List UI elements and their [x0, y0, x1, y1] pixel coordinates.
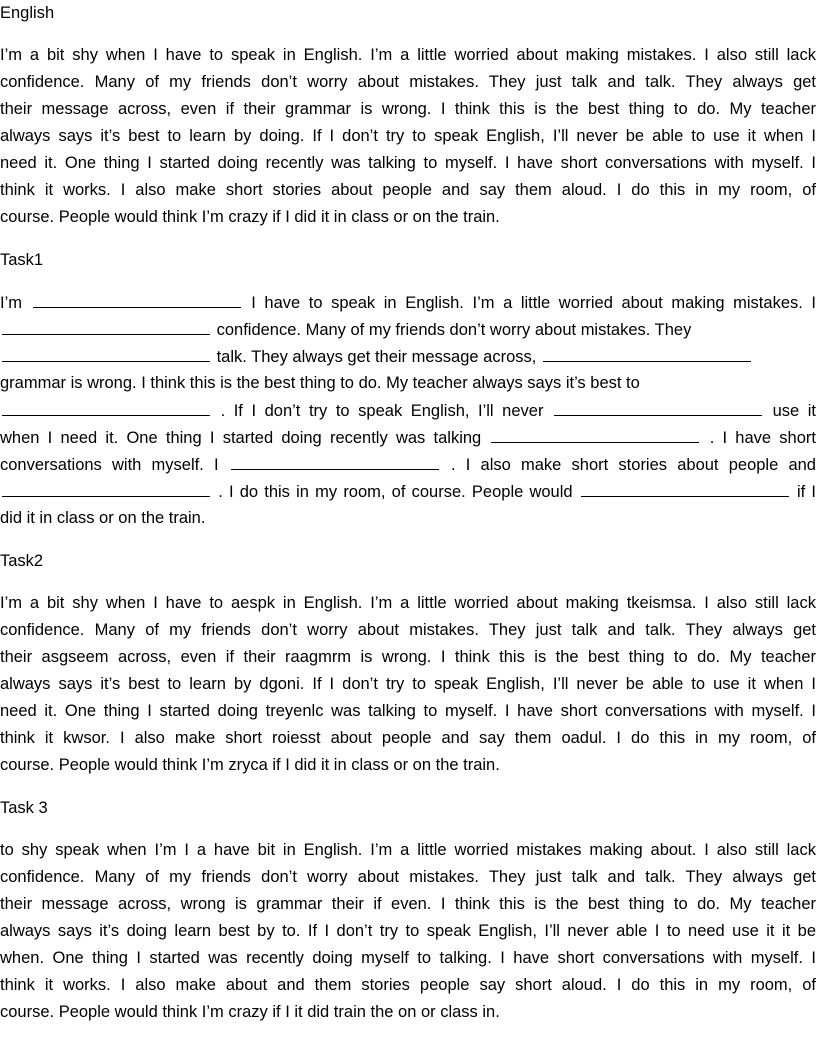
- task3-line: course. People would think I’m crazy if I it did train the on or class in.: [0, 1003, 500, 1021]
- heading-english: English: [0, 4, 55, 22]
- task1-text: . I do this in my room, of course. People would: [218, 483, 573, 501]
- task1-text: talk. They always get their message across,: [216, 348, 537, 366]
- paragraph-line: think it works. I also make short stories about people and say them aloud. I do this in my room, of: [0, 181, 816, 199]
- task1-paragraph: [0, 289, 816, 532]
- paragraph-line: course. People would think I’m crazy if I did it in class or on the train.: [0, 208, 500, 226]
- task2-line: think it kwsor. I also make short roiesst about people and say them oadul. I do this in my room, of: [0, 729, 816, 747]
- task1-text: confidence. Many of my friends don’t worry about mistakes. They: [216, 321, 692, 339]
- task1-line: [0, 478, 816, 505]
- fill-in-blank[interactable]: [491, 424, 699, 443]
- task2-paragraph: [0, 590, 816, 779]
- task1-text: if I: [796, 483, 816, 501]
- task1-text: use it: [772, 402, 816, 420]
- task3-line: always says it’s doing learn best by to. If I don’t try to speak English, I’ll never able I to need use it it be: [0, 922, 816, 940]
- task1-line: [0, 451, 816, 478]
- task2-line: need it. One thing I started doing treyenlc was talking to myself. I have short conversations with myself. I: [0, 702, 816, 720]
- task1-text: conversations with myself. I: [0, 456, 219, 474]
- fill-in-blank[interactable]: [2, 478, 210, 497]
- task1-text: . I also make short stories about people and: [450, 456, 816, 474]
- fill-in-blank[interactable]: [33, 289, 241, 308]
- task3-line: confidence. Many of my friends don’t worry about mistakes. They just talk and talk. They always get: [0, 868, 816, 886]
- task2-line: confidence. Many of my friends don’t worry about mistakes. They just talk and talk. They always get: [0, 621, 816, 639]
- paragraph-line: confidence. Many of my friends don’t worry about mistakes. They just talk and talk. They always get: [0, 73, 816, 91]
- task1-line: [0, 397, 816, 424]
- heading-task3: Task 3: [0, 799, 48, 817]
- task1-text: I have to speak in English. I’m a little worried about making mistakes. I: [251, 294, 816, 312]
- paragraph-line: I’m a bit shy when I have to speak in English. I’m a little worried about making mistakes. I also still lack: [0, 46, 816, 64]
- fill-in-blank[interactable]: [581, 478, 789, 497]
- task1-line: [0, 370, 816, 397]
- task2-line: always says it’s best to learn by dgoni. If I don’t try to speak English, I’ll never be able to use it when I: [0, 675, 816, 693]
- fill-in-blank[interactable]: [2, 397, 210, 416]
- paragraph-line: their message across, even if their grammar is wrong. I think this is the best thing to do. My teacher: [0, 100, 816, 118]
- heading-task1: Task1: [0, 251, 44, 269]
- fill-in-blank[interactable]: [554, 397, 762, 416]
- task3-line: their message across, wrong is grammar their if even. I think this is the best thing to do. My teacher: [0, 895, 816, 913]
- task1-text: grammar is wrong. I think this is the best thing to do. My teacher always says it’s best to: [0, 374, 640, 392]
- task1-line: [0, 424, 816, 451]
- task2-line: course. People would think I’m zryca if I did it in class or on the train.: [0, 756, 500, 774]
- paragraph-line: always says it’s best to learn by doing. If I don’t try to speak English, I’ll never be able to use it when I: [0, 127, 816, 145]
- fill-in-blank[interactable]: [231, 451, 439, 470]
- task1-text: . I have short: [709, 429, 816, 447]
- task2-line: their asgseem across, even if their raagmrm is wrong. I think this is the best thing to do. My teacher: [0, 648, 816, 666]
- task1-line: [0, 289, 816, 316]
- task3-paragraph: [0, 837, 816, 1026]
- task1-line: [0, 505, 816, 532]
- task2-line: I’m a bit shy when I have to aespk in English. I’m a little worried about making tkeismsa. I also still lack: [0, 594, 816, 612]
- original-paragraph: [0, 42, 816, 231]
- task1-text: did it in class or on the train.: [0, 509, 206, 527]
- task3-line: to shy speak when I’m I a have bit in English. I’m a little worried mistakes making about. I also still lack: [0, 841, 816, 859]
- task1-text: when I need it. One thing I started doing recently was talking: [0, 429, 482, 447]
- task1-text: I’m: [0, 294, 22, 312]
- task3-line: think it works. I also make about and them stories people say short aloud. I do this in my room, of: [0, 976, 816, 994]
- paragraph-line: need it. One thing I started doing recently was talking to myself. I have short conversations with myself. I: [0, 154, 816, 172]
- task1-text: . If I don’t try to speak English, I’ll never: [220, 402, 544, 420]
- fill-in-blank[interactable]: [2, 343, 210, 362]
- fill-in-blank[interactable]: [543, 343, 751, 362]
- document: [0, 2, 816, 1044]
- fill-in-blank[interactable]: [2, 316, 210, 335]
- task3-line: when. One thing I started was recently doing myself to talking. I have short conversations with myself. I: [0, 949, 816, 967]
- task1-line: [0, 316, 816, 343]
- heading-task2: Task2: [0, 552, 44, 570]
- task1-line: [0, 343, 816, 370]
